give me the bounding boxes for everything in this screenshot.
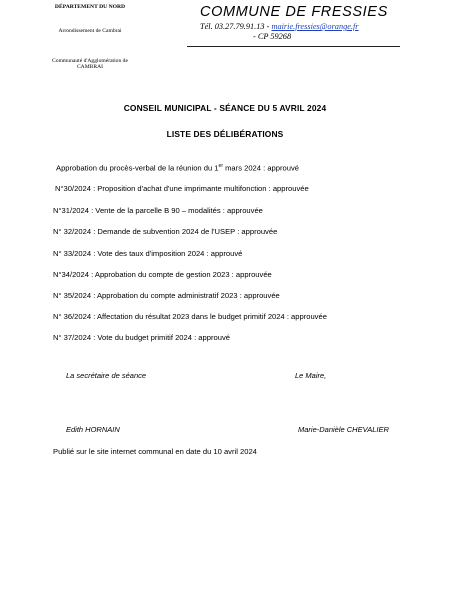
commune-title: COMMUNE DE FRESSIES <box>200 4 388 20</box>
publication-note: Publié sur le site internet communal en date du 10 avril 2024 <box>53 447 257 456</box>
header-divider <box>187 46 400 47</box>
deliberation-item: N° 35/2024 : Approbation du compte administratif 2023 : approuvée <box>53 291 280 300</box>
agglomeration-label: Communauté d'Agglomération de CAMBRAI <box>52 58 128 71</box>
list-title: LISTE DES DÉLIBÉRATIONS <box>166 129 284 139</box>
deliberation-item: N° 33/2024 : Vote des taux d'imposition 2024 : approuvé <box>53 249 243 258</box>
deliberation-item: N°34/2024 : Approbation du compte de gestion 2023 : approuvée <box>53 270 272 279</box>
deliberation-item: N° 36/2024 : Affectation du résultat 2023 dans le budget primitif 2024 : approuvée <box>53 312 327 321</box>
arrondissement-label: Arrondissement de Cambrai <box>58 28 122 34</box>
deliberation-item: Approbation du procès-verbal de la réunion du 1er mars 2024 : approuvé <box>56 163 299 173</box>
mayor-name: Marie-Danièle CHEVALIER <box>298 425 389 434</box>
meeting-title: CONSEIL MUNICIPAL - SÉANCE DU 5 AVRIL 2024 <box>123 103 327 113</box>
postal-code: - CP 59268 <box>253 32 292 41</box>
contact-separator: - <box>266 22 270 31</box>
deliberation-item: N°30/2024 : Proposition d'achat d'une imprimante multifonction : approuvée <box>55 184 309 193</box>
secretary-role: La secrétaire de séance <box>66 371 147 380</box>
deliberation-item: N° 32/2024 : Demande de subvention 2024 de l'USEP : approuvée <box>53 227 278 236</box>
phone-number: Tél. 03.27.79.91.13 <box>200 22 265 31</box>
deliberation-item: N°31/2024 : Vente de la parcelle B 90 – modalités : approuvée <box>53 206 263 215</box>
deliberation-item: N° 37/2024 : Vote du budget primitif 2024 : approuvé <box>53 333 230 342</box>
department-label: DÉPARTEMENT DU NORD <box>54 4 126 10</box>
email-link[interactable]: mairie.fressies@orange.fr <box>271 22 359 31</box>
secretary-name: Edith HORNAIN <box>66 425 120 434</box>
mayor-role: Le Maire, <box>295 371 327 380</box>
contact-line <box>200 22 359 31</box>
